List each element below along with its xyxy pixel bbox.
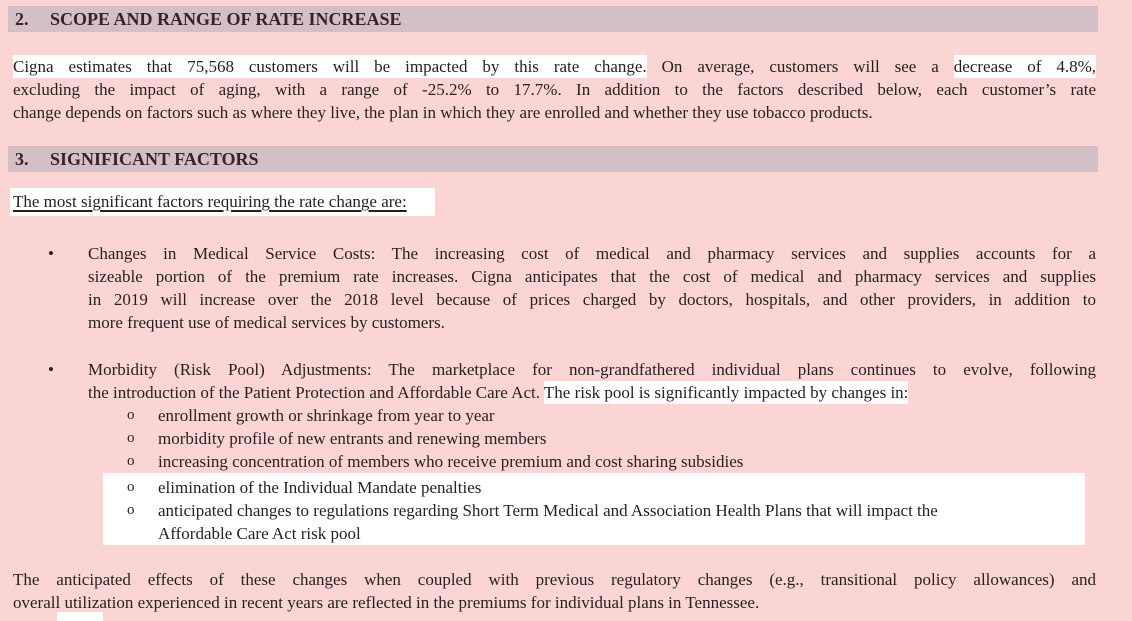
bullet-morbidity-text (88, 358, 1096, 404)
highlight-block-mandate-regulations (103, 473, 1085, 545)
bullet1-line-2: sizeable portion of the premium rate increases. Cigna anticipates that the cost of medical and pharmacy services and supplies (88, 267, 1096, 286)
sub-bullet-mandate (103, 476, 1085, 499)
sub-bullet-subsidies (0, 450, 1132, 473)
highlight-decrease: decrease of 4.8%, (953, 57, 1097, 76)
closing-paragraph (13, 568, 1096, 614)
section-3-number: 3. (15, 149, 29, 169)
intro-underlined-text: The most significant factors requiring the rate change are: (13, 192, 407, 211)
closing-line-1: The anticipated effects of these changes when coupled with previous regulatory changes (e.g., transitional policy allowances) and (13, 570, 1096, 589)
sub-bullet-enrollment (0, 404, 1132, 427)
scope-paragraph-line-3: change depends on factors such as where they live, the plan in which they are enrolled and whether they use tobacco products. (13, 103, 873, 122)
bullet2-line-2 (88, 381, 1096, 404)
bottom-highlight-fragment (57, 612, 103, 621)
bullet2-line-2-plain: the introduction of the Patient Protection and Affordable Care Act. (88, 383, 544, 402)
scope-paragraph-line-1 (13, 55, 1096, 78)
bullet-medical-service-costs (0, 242, 1132, 334)
sub-bullet-regulations-text (158, 499, 1096, 545)
sub-bullet-regulations-line-1: anticipated changes to regulations regarding Short Term Medical and Association Health Plans that will impact the (158, 501, 938, 520)
scope-paragraph-line-2: excluding the impact of aging, with a range of -25.2% to 17.7%. In addition to the factors described below, each customer’s rate (13, 80, 1096, 99)
bullet2-line-1: Morbidity (Risk Pool) Adjustments: The marketplace for non-grandfathered individual plans continues to evolve, following (88, 360, 1096, 379)
highlight-customers-impacted: Cigna estimates that 75,568 customers will be impacted by this rate change. (13, 57, 647, 76)
section-2-number: 2. (15, 9, 29, 29)
sub-bullet-regulations (103, 499, 1085, 545)
sub-bullet-subsidies-text: increasing concentration of members who receive premium and cost sharing subsidies (158, 452, 744, 471)
bullet-medical-service-costs-text (88, 242, 1096, 334)
bullet-morbidity-adjustments (0, 358, 1132, 404)
circle-bullet-icon: o (127, 502, 135, 518)
circle-bullet-icon: o (127, 407, 135, 423)
sub-bullet-morbidity-profile (0, 427, 1132, 450)
sub-bullet-morbidity-profile-text: morbidity profile of new entrants and renewing members (158, 429, 547, 448)
bullet1-line-3: in 2019 will increase over the 2018 level because of prices charged by doctors, hospitals, and other providers, in addition to (88, 290, 1096, 309)
sub-bullet-regulations-line-2: Affordable Care Act risk pool (158, 524, 361, 543)
bullet-dot-icon: • (48, 244, 54, 263)
bullet1-line-1: Changes in Medical Service Costs: The increasing cost of medical and pharmacy services and supplies accounts for a (88, 244, 1096, 263)
highlight-risk-pool: The risk pool is significantly impacted by changes in: (543, 383, 909, 402)
section-2-header (8, 6, 1098, 32)
section-2-title: SCOPE AND RANGE OF RATE INCREASE (50, 9, 402, 29)
significant-factors-intro (10, 188, 1132, 216)
circle-bullet-icon: o (127, 453, 135, 469)
highlight-intro (10, 188, 435, 216)
circle-bullet-icon: o (127, 430, 135, 446)
sub-bullet-mandate-text: elimination of the Individual Mandate penalties (158, 478, 482, 497)
scope-paragraph (13, 55, 1096, 124)
sub-bullet-enrollment-text: enrollment growth or shrinkage from year to year (158, 406, 495, 425)
bullet1-line-4: more frequent use of medical services by customers. (88, 313, 445, 332)
closing-line-2: overall utilization experienced in recent years are reflected in the premiums for individual plans in Tennessee. (13, 593, 760, 612)
risk-pool-sub-bullet-list (0, 404, 1132, 545)
circle-bullet-icon: o (127, 479, 135, 495)
scope-line-1-plain: On average, customers will see a (646, 57, 954, 76)
bullet-dot-icon: • (48, 360, 54, 379)
section-3-title: SIGNIFICANT FACTORS (50, 149, 259, 169)
section-3-header (8, 146, 1098, 172)
